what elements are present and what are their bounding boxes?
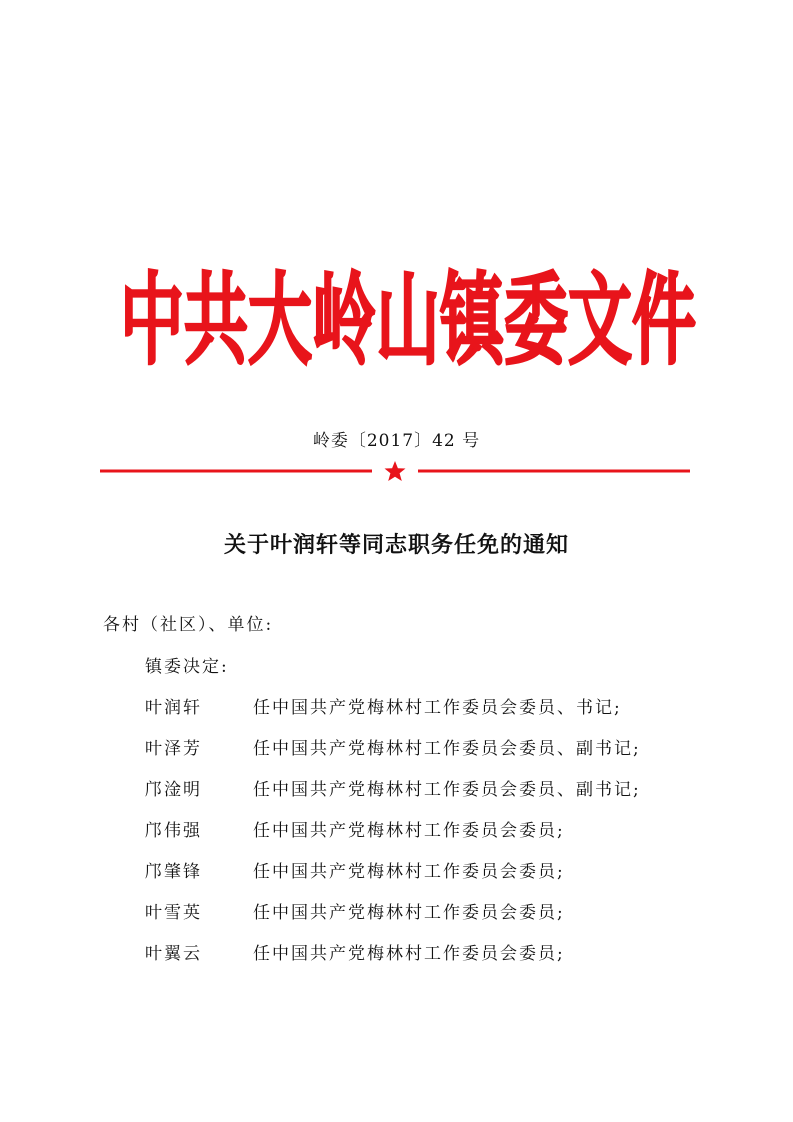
star-icon [385,461,406,481]
masthead-char: 件 [632,264,696,380]
document-title: 关于叶润轩等同志职务任免的通知 [223,532,569,558]
masthead-char: 文 [568,264,632,380]
appointment-position: 任中国共产党梅林村工作委员会委员; [253,821,565,841]
appointment-item [145,816,641,857]
red-divider [100,460,690,484]
salutation: 各村（社区）、单位: [103,615,274,635]
masthead-char: 大 [248,264,312,380]
appointee-name: 邝伟强 [145,821,202,841]
appointment-item [145,857,641,898]
appointment-list [145,693,641,980]
appointment-item [145,939,641,980]
appointment-position: 任中国共产党梅林村工作委员会委员; [253,944,565,964]
appointment-position: 任中国共产党梅林村工作委员会委员; [253,903,565,923]
masthead-char: 岭 [312,264,376,380]
appointee-name: 邝肇锋 [145,862,202,882]
appointment-position: 任中国共产党梅林村工作委员会委员、副书记; [253,780,641,800]
appointment-item [145,775,641,816]
appointee-name: 叶翼云 [145,944,202,964]
appointment-item [145,734,641,775]
appointment-item [145,898,641,939]
masthead-char: 委 [504,264,568,380]
appointment-item [145,693,641,734]
document-masthead [120,262,696,382]
masthead-char: 镇 [440,264,504,380]
appointee-name: 叶润轩 [145,698,202,718]
appointment-position: 任中国共产党梅林村工作委员会委员; [253,862,565,882]
appointee-name: 叶雪英 [145,903,202,923]
masthead-char: 共 [184,264,248,380]
appointee-name: 邝淦明 [145,780,202,800]
appointment-position: 任中国共产党梅林村工作委员会委员、书记; [253,698,622,718]
document-number: 岭委〔2017〕42 号 [312,431,481,451]
appointment-position: 任中国共产党梅林村工作委员会委员、副书记; [253,739,641,759]
masthead-char: 山 [376,264,440,380]
appointee-name: 叶泽芳 [145,739,202,759]
decision-intro: 镇委决定: [145,657,229,677]
masthead-char: 中 [120,264,184,380]
